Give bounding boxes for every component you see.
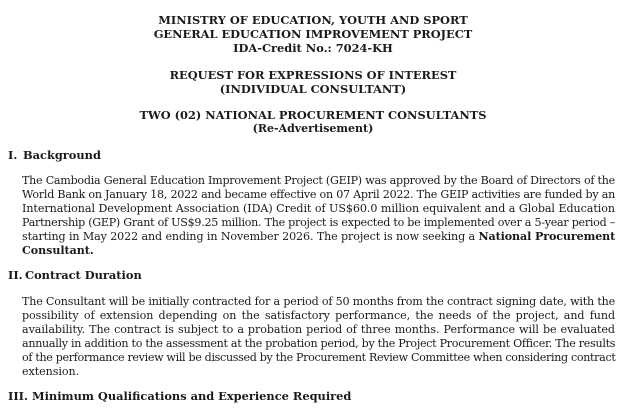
section-heading-background [8, 148, 101, 162]
section-number: II. [8, 268, 23, 282]
section-heading-qualifications [8, 389, 351, 403]
section-number: I. [8, 148, 18, 162]
paragraph-line: possibility of extension depending on the satisfactory performance, the needs of the project, and fund [22, 309, 615, 323]
bold-position-name-end: Consultant. [22, 244, 94, 258]
position-note: (Re-Advertisement) [252, 122, 374, 135]
section-title: Minimum Qualifications and Experience Required [32, 389, 352, 403]
request-subtitle: (INDIVIDUAL CONSULTANT) [219, 82, 407, 96]
project-heading: GENERAL EDUCATION IMPROVEMENT PROJECT [153, 27, 473, 41]
paragraph-line: of the performance review will be discussed by the Procurement Review Committee when considering contract [22, 351, 616, 365]
section-heading-contract-duration [8, 268, 142, 282]
contract-duration-paragraph [22, 295, 615, 380]
bold-position-name: National Procurement [478, 230, 616, 244]
paragraph-line: The Cambodia General Education Improvement Project (GEIP) was approved by the Board of Directors of the [22, 174, 615, 187]
paragraph-line: International Development Association (IDA) Credit of US$60.0 million equivalent and a Global Education [22, 202, 615, 216]
paragraph-line: World Bank on January 18, 2022 and became effective on 07 April 2022. The GEIP activities are funded by an [22, 188, 615, 202]
section-number: III. [8, 389, 28, 403]
credit-number: IDA-Credit No.: 7024-KH [233, 41, 393, 55]
paragraph-line [22, 230, 615, 244]
background-paragraph [22, 174, 615, 259]
position-title: TWO (02) NATIONAL PROCUREMENT CONSULTANTS [139, 108, 487, 122]
section-title: Contract Duration [25, 268, 142, 282]
request-title: REQUEST FOR EXPRESSIONS OF INTEREST [169, 68, 457, 82]
paragraph-line: extension. [22, 365, 80, 379]
paragraph-line [22, 244, 615, 258]
ministry-heading: MINISTRY OF EDUCATION, YOUTH AND SPORT [158, 13, 468, 27]
paragraph-line-text: starting in May 2022 and ending in November 2026. The project is now seeking a [22, 230, 479, 244]
paragraph-line: The Consultant will be initially contracted for a period of 50 months from the contract signing date, with the [22, 295, 616, 308]
paragraph-line: Partnership (GEP) Grant of US$9.25 million. The project is expected to be implemented over a 5-year period – [22, 216, 615, 230]
paragraph-line: availability. The contract is subject to a probation period of three months. Performance will be evaluated [22, 323, 615, 337]
paragraph-line: annually in addition to the assessment at the probation period, by the Project Procurement Officer. The results [22, 337, 616, 351]
section-title: Background [23, 148, 101, 162]
